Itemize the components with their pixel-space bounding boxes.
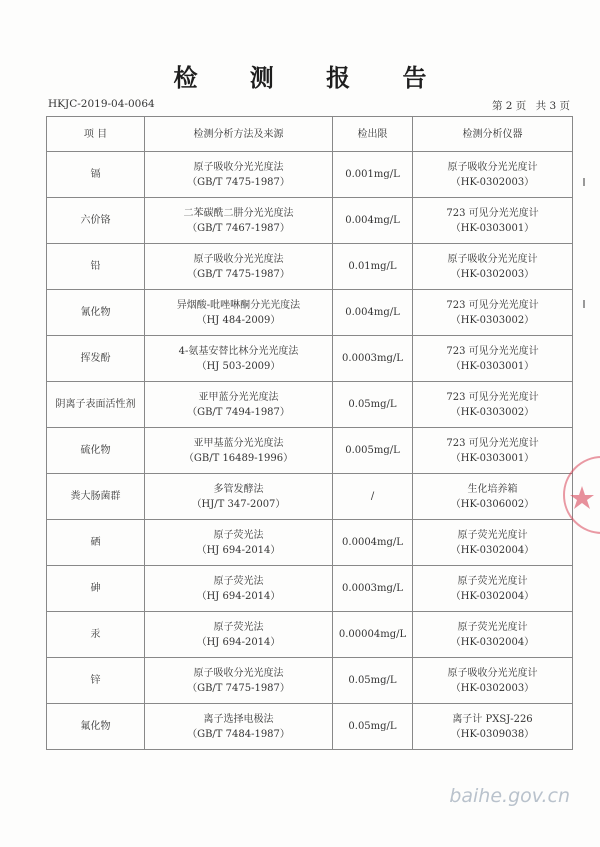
method-name: 亚甲基蓝分光光度法: [193, 437, 284, 449]
cell-item: 砷: [47, 566, 145, 612]
method-name: 亚甲蓝分光光度法: [198, 391, 279, 403]
instrument-id: （HK-0302003）: [450, 682, 535, 694]
method-standard: （GB/T 7475-1987）: [187, 682, 290, 694]
table-header-row: [47, 117, 573, 152]
cell-method: [145, 152, 333, 198]
edge-mark: [583, 300, 585, 308]
cell-item: 阴离子表面活性剂: [47, 382, 145, 428]
instrument-name: 原子吸收分光光度计: [447, 667, 538, 679]
instrument-name: 723 可见分光光度计: [446, 437, 539, 449]
cell-method: [145, 520, 333, 566]
page-current: 第 2 页: [491, 100, 527, 112]
cell-instrument: [413, 566, 573, 612]
cell-item: 铅: [47, 244, 145, 290]
instrument-name: 723 可见分光光度计: [446, 391, 539, 403]
cell-instrument: [413, 244, 573, 290]
instrument-name: 原子吸收分光光度计: [447, 253, 538, 265]
method-standard: （GB/T 7494-1987）: [187, 406, 290, 418]
cell-instrument: [413, 152, 573, 198]
method-standard: （GB/T 7475-1987）: [187, 176, 290, 188]
report-title: 检 测 报 告: [173, 64, 449, 92]
instrument-id: （HK-0303001）: [450, 222, 535, 234]
table-row: [47, 198, 573, 244]
method-name: 4-氨基安替比林分光光度法: [178, 345, 299, 357]
method-name: 二苯碳酰二肼分光光度法: [183, 207, 294, 219]
method-standard: （HJ 694-2014）: [196, 636, 281, 648]
method-standard: （HJ 484-2009）: [196, 314, 281, 326]
instrument-name: 离子计 PXSJ-226: [452, 713, 533, 725]
cell-instrument: [413, 658, 573, 704]
page-total: 共 3 页: [535, 100, 570, 112]
cell-method: [145, 612, 333, 658]
instrument-name: 723 可见分光光度计: [446, 299, 539, 311]
instrument-id: （HK-0309038）: [450, 728, 535, 740]
table-row: [47, 520, 573, 566]
star-icon: [570, 486, 594, 509]
table-row: [47, 658, 573, 704]
cell-item: 硒: [47, 520, 145, 566]
page-info: [486, 98, 570, 113]
cell-instrument: [413, 520, 573, 566]
cell-method: [145, 244, 333, 290]
cell-instrument: [413, 336, 573, 382]
method-name: 原子吸收分光光度法: [193, 667, 284, 679]
cell-method: [145, 566, 333, 612]
instrument-name: 原子荧光光度计: [457, 529, 528, 541]
instrument-id: （HK-0306002）: [450, 498, 535, 510]
cell-limit: 0.05mg/L: [333, 658, 413, 704]
cell-instrument: [413, 290, 573, 336]
cell-item: 氟化物: [47, 704, 145, 750]
table-row: [47, 290, 573, 336]
cell-limit: 0.00004mg/L: [333, 612, 413, 658]
table-row: [47, 474, 573, 520]
cell-limit: 0.004mg/L: [333, 290, 413, 336]
instrument-name: 原子荧光光度计: [457, 621, 528, 633]
cell-item: 镉: [47, 152, 145, 198]
instrument-id: （HK-0302003）: [450, 268, 535, 280]
instrument-name: 原子荧光光度计: [457, 575, 528, 587]
method-table: [46, 116, 573, 750]
cell-item: 粪大肠菌群: [47, 474, 145, 520]
table-row: [47, 566, 573, 612]
method-standard: （GB/T 16489-1996）: [183, 452, 294, 464]
cell-method: [145, 336, 333, 382]
method-name: 原子荧光法: [213, 621, 264, 633]
header-item: 项 目: [47, 117, 145, 152]
instrument-id: （HK-0303001）: [450, 452, 535, 464]
method-standard: （HJ/T 347-2007）: [191, 498, 286, 510]
cell-limit: 0.0004mg/L: [333, 520, 413, 566]
method-name: 原子吸收分光光度法: [193, 161, 284, 173]
method-standard: （HJ 694-2014）: [196, 590, 281, 602]
method-standard: （GB/T 7467-1987）: [187, 222, 290, 234]
table-row: [47, 704, 573, 750]
method-standard: （HJ 503-2009）: [196, 360, 281, 372]
cell-method: [145, 658, 333, 704]
cell-method: [145, 382, 333, 428]
method-name: 原子荧光法: [213, 529, 264, 541]
instrument-name: 723 可见分光光度计: [446, 345, 539, 357]
cell-limit: 0.0003mg/L: [333, 566, 413, 612]
table-row: [47, 428, 573, 474]
instrument-id: （HK-0303002）: [450, 406, 535, 418]
cell-limit: 0.0003mg/L: [333, 336, 413, 382]
table-row: [47, 382, 573, 428]
cell-item: 硫化物: [47, 428, 145, 474]
method-name: 原子荧光法: [213, 575, 264, 587]
cell-limit: 0.001mg/L: [333, 152, 413, 198]
cell-method: [145, 704, 333, 750]
table-row: [47, 612, 573, 658]
table-row: [47, 336, 573, 382]
cell-limit: 0.05mg/L: [333, 704, 413, 750]
cell-instrument: [413, 612, 573, 658]
cell-limit: 0.01mg/L: [333, 244, 413, 290]
instrument-id: （HK-0302004）: [450, 590, 535, 602]
instrument-id: （HK-0303002）: [450, 314, 535, 326]
cell-method: [145, 474, 333, 520]
method-name: 原子吸收分光光度法: [193, 253, 284, 265]
cell-item: 挥发酚: [47, 336, 145, 382]
instrument-id: （HK-0302004）: [450, 636, 535, 648]
cell-method: [145, 428, 333, 474]
cell-limit: 0.005mg/L: [333, 428, 413, 474]
cell-item: 氰化物: [47, 290, 145, 336]
method-standard: （GB/T 7484-1987）: [187, 728, 290, 740]
cell-item: 锌: [47, 658, 145, 704]
cell-instrument: [413, 474, 573, 520]
table-row: [47, 244, 573, 290]
cell-instrument: [413, 704, 573, 750]
instrument-name: 723 可见分光光度计: [446, 207, 539, 219]
header-method: 检测分析方法及来源: [145, 117, 333, 152]
instrument-id: （HK-0303001）: [450, 360, 535, 372]
cell-item: 六价铬: [47, 198, 145, 244]
method-name: 异烟酸-吡唑啉酮分光光度法: [176, 299, 301, 311]
method-standard: （HJ 694-2014）: [196, 544, 281, 556]
method-standard: （GB/T 7475-1987）: [187, 268, 290, 280]
header-instrument: 检测分析仪器: [413, 117, 573, 152]
cell-limit: /: [333, 474, 413, 520]
watermark: baihe.gov.cn: [449, 785, 570, 807]
report-number: HKJC-2019-04-0064: [48, 98, 155, 110]
cell-limit: 0.05mg/L: [333, 382, 413, 428]
cell-method: [145, 198, 333, 244]
header-limit: 检出限: [333, 117, 413, 152]
cell-instrument: [413, 428, 573, 474]
table-row: [47, 152, 573, 198]
cell-instrument: [413, 198, 573, 244]
cell-item: 汞: [47, 612, 145, 658]
cell-instrument: [413, 382, 573, 428]
method-name: 离子选择电极法: [203, 713, 274, 725]
cell-method: [145, 290, 333, 336]
method-name: 多管发酵法: [213, 483, 264, 495]
edge-mark: [583, 178, 585, 186]
instrument-id: （HK-0302003）: [450, 176, 535, 188]
instrument-id: （HK-0302004）: [450, 544, 535, 556]
instrument-name: 生化培养箱: [467, 483, 518, 495]
instrument-name: 原子吸收分光光度计: [447, 161, 538, 173]
cell-limit: 0.004mg/L: [333, 198, 413, 244]
